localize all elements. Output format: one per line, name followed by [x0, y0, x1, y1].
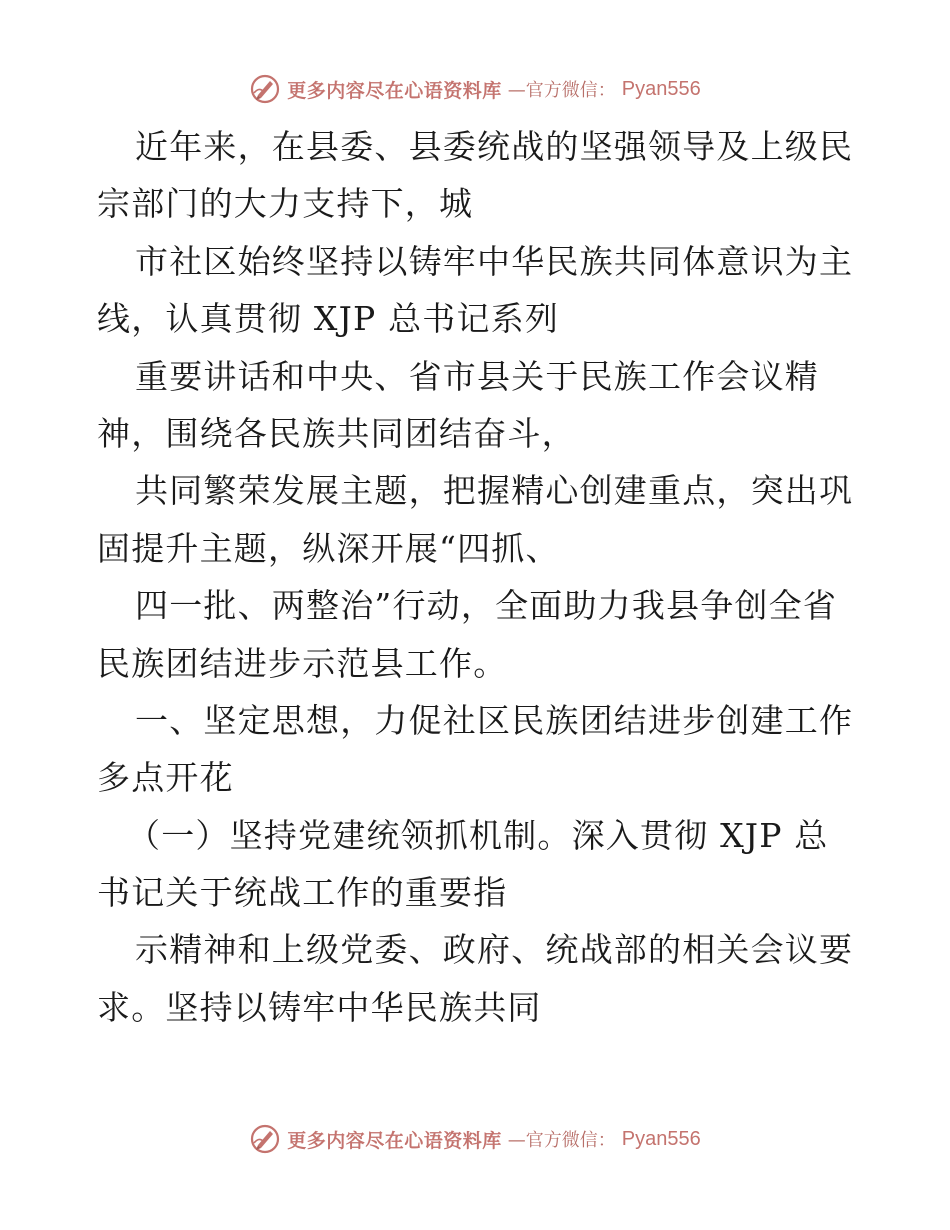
section-heading-line: 一、坚定思想，力促社区民族团结进步创建工作: [135, 700, 854, 740]
paragraph-line: 近年来，在县委、县委统战的坚强领导及上级民: [135, 127, 854, 166]
paragraph-line: 神，围绕各民族共同团结奋斗，: [97, 413, 576, 453]
watermark-wechat-id: Pyan556: [621, 77, 701, 100]
watermark-wechat-id: Pyan556: [621, 1127, 701, 1150]
paragraph-line: 固提升主题，纵深开展“四抓、: [97, 528, 560, 568]
pen-logo-icon: [249, 1123, 281, 1155]
paragraph-line: （一）坚持党建统领抓机制。深入贯彻 XJP 总: [127, 815, 829, 855]
watermark-text: 更多内容尽在心语资料库: [287, 79, 502, 102]
document-body: [97, 118, 857, 1036]
paragraph-line: 市社区始终坚持以铸牢中华民族共同体意识为主: [135, 241, 854, 281]
pen-logo-icon: [249, 73, 281, 105]
paragraph-line: 共同繁荣发展主题，把握精心创建重点，突出巩: [135, 471, 854, 511]
paragraph-line: 求。坚持以铸牢中华民族共同: [97, 987, 542, 1027]
watermark-banner-bottom: [0, 1122, 950, 1156]
watermark-official-label: —官方微信：: [507, 1130, 616, 1151]
section-heading-line: 多点开花: [97, 758, 234, 798]
paragraph-line: 重要讲话和中央、省市县关于民族工作会议精: [135, 356, 819, 396]
paragraph-line: 四一批、两整治”行动，全面助力我县争创全省: [135, 586, 838, 626]
paragraph-line: 宗部门的大力支持下，城: [97, 184, 474, 224]
watermark-banner-top: [0, 72, 950, 106]
paragraph-line: 线，认真贯彻 XJP 总书记系列: [97, 299, 560, 339]
paragraph-line: 示精神和上级党委、政府、统战部的相关会议要: [135, 930, 854, 970]
watermark-official-label: —官方微信：: [507, 80, 616, 101]
paragraph-line: 书记关于统战工作的重要指: [97, 873, 508, 913]
paragraph-line: 民族团结进步示范县工作。: [97, 643, 508, 683]
watermark-text: 更多内容尽在心语资料库: [287, 1129, 502, 1152]
